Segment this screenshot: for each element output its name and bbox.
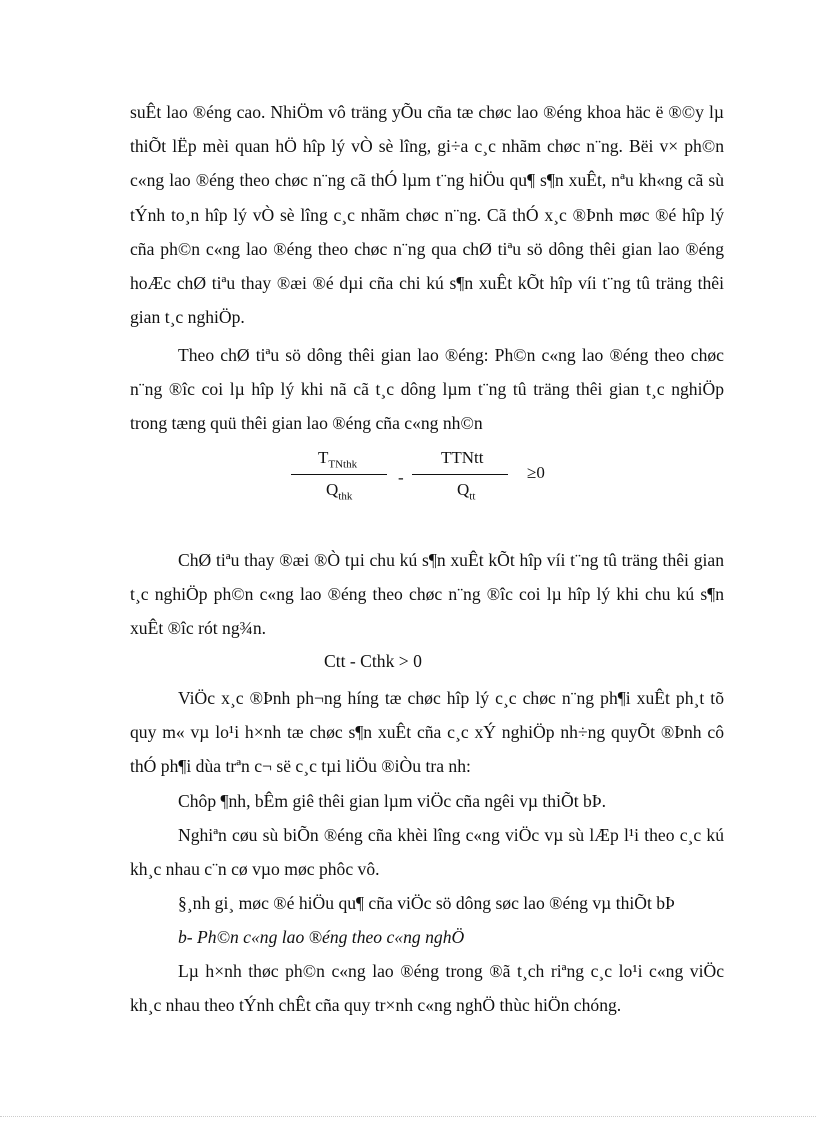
formula-left-fraction-bar [291, 474, 387, 475]
formula-cycle-comparison: Ctt - Cthk > 0 [324, 651, 422, 671]
formula-left-numerator: $T_{TNthk}$ [318, 448, 358, 471]
formula-right-numerator: TTNtt [441, 448, 484, 467]
list-item-photography-timing: Chôp ¶nh, bÊm giê thêi gian lµm viÖc cña ngêi vµ thiÕt bÞ. [178, 791, 606, 811]
formula-right-denominator: $Q_{tt}$ [457, 480, 476, 503]
formula-right-fraction-bar [412, 474, 508, 475]
list-item-workload-study: Nghiªn cøu sù biÕn ®éng cña khèi lîng c«ng viÖc vµ sù lÆp l¹i theo c¸c kú kh¸c nhau c¨n cø vµo møc phôc vô. [130, 825, 724, 880]
formula-relation: ≥0 [527, 463, 545, 482]
paragraph-functional-division: suÊt lao ®éng cao. NhiÖm vô träng yÕu cña tæ chøc lao ®éng khoa häc ë ®©y lµ thiÕt lËp mèi quan hÖ hîp lý vÒ sè lîng, gi÷a c¸c nhãm chøc n¨ng. Bëi v× ph©n c«ng lao ®éng theo chøc n¨ng cã thÓ lµm t¨ng hiÖu qu¶ s¶n xuÊt, nªu kh«ng cã sù tÝnh to¸n hîp lý vÒ sè lîng c¸c nhãm chøc n¨ng. Cã thÓ x¸c ®Þnh møc ®é hîp lý cña ph©n c«ng lao ®éng theo chøc n¨ng qua chØ tiªu sö dông thêi gian lao ®éng hoÆc chØ tiªu thay ®æi ®é dµi cña chi kú s¶n xuÊt kÕt hîp víi t¨ng tû träng thêi gian t¸c nghiÖp. [130, 102, 724, 328]
section-heading-technology-division: b- Ph©n c«ng lao ®éng theo c«ng nghÖ [178, 927, 465, 947]
paragraph-time-indicator: Theo chØ tiªu sö dông thêi gian lao ®éng: Ph©n c«ng lao ®éng theo chøc n¨ng ®îc coi lµ hîp lý khi nã cã t¸c dông lµm t¨ng tû träng thêi gian t¸c nghiÖp trong tæng quü thêi gian lao ®éng cña c«ng nh©n [130, 345, 724, 434]
paragraph-technology-definition: Lµ h×nh thøc ph©n c«ng lao ®éng trong ®ã t¸ch riªng c¸c lo¹i c«ng viÖc kh¸c nhau theo tÝnh chÊt cña quy tr×nh c«ng nghÖ thùc hiÖn chóng. [130, 961, 724, 1016]
list-item-efficiency-evaluation: §¸nh gi¸ møc ®é hiÖu qu¶ cña viÖc sö dông søc lao ®éng vµ thiÕt bÞ [178, 893, 675, 913]
paragraph-organization-direction: ViÖc x¸c ®Þnh ph¬ng híng tæ chøc hîp lý c¸c chøc n¨ng ph¶i xuÊt ph¸t tõ quy m« vµ lo¹i h×nh tæ chøc s¶n xuÊt cña c¸c xÝ nghiÖp nh÷ng quyÕt ®Þnh cô thÓ ph¶i dùa trªn c¬ së c¸c tµi liÖu ®iÒu tra nh: [130, 688, 724, 777]
formula-minus: - [398, 468, 404, 487]
page-bottom-dotted-rule [0, 1116, 816, 1117]
paragraph-cycle-indicator: ChØ tiªu thay ®æi ®Ò tµi chu kú s¶n xuÊt kÕt hîp víi t¨ng tû träng thêi gian t¸c nghiÖp ph©n c«ng lao ®éng theo chøc n¨ng ®îc coi lµ hîp lý khi chu kú s¶n xuÊt ®îc rót ng¾n. [130, 550, 724, 639]
formula-left-denominator: $Q_{thk}$ [326, 480, 353, 503]
